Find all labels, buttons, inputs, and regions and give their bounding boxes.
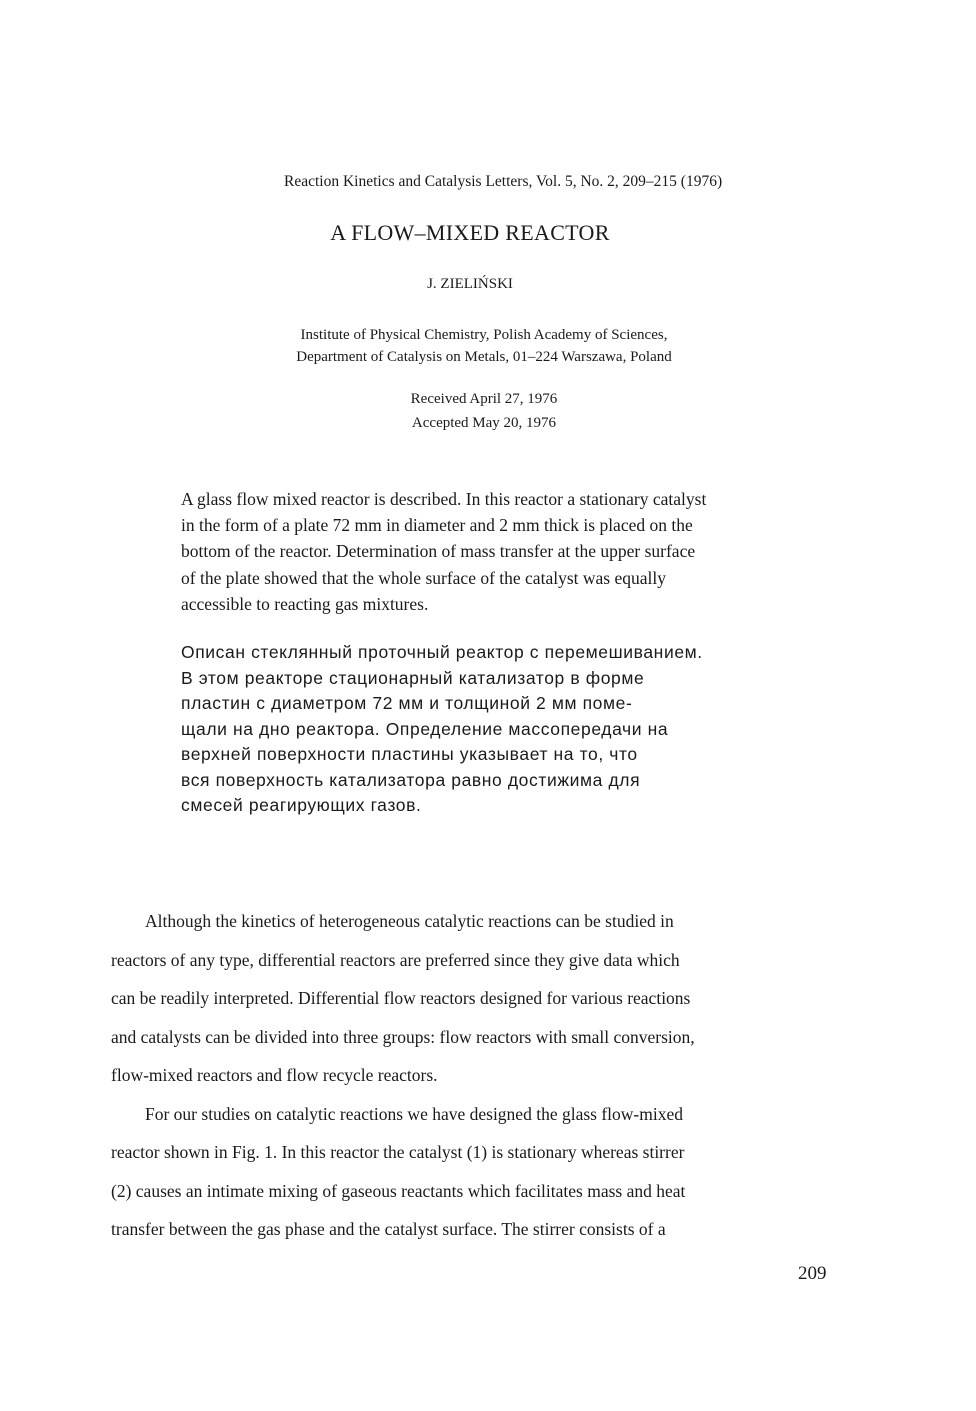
author-name: J. ZIELIŃSKI	[427, 276, 513, 292]
abstract-line: in the form of a plate 72 mm in diameter and 2 mm thick is placed on the	[181, 515, 693, 536]
abstract-line: accessible to reacting gas mixtures.	[181, 593, 429, 614]
body-line: Although the kinetics of heterogeneous catalytic reactions can be studied in	[145, 911, 674, 931]
abstract-line: of the plate showed that the whole surface of the catalyst was equally	[181, 567, 666, 588]
page-number: 209	[798, 1263, 827, 1284]
accepted-date: Accepted May 20, 1976	[411, 415, 557, 431]
body-line: reactors of any type, differential reactors are preferred since they give data which	[111, 949, 680, 970]
abstract-line: bottom of the reactor. Determination of mass transfer at the upper surface	[181, 541, 696, 562]
body-line: can be readily interpreted. Differential flow reactors designed for various reactions	[111, 988, 691, 1008]
body-line: (2) causes an intimate mixing of gaseous reactants which facilitates mass and heat	[111, 1180, 686, 1201]
abstract-line: A glass flow mixed reactor is described. In this reactor a stationary catalyst	[181, 489, 707, 509]
affiliation-line: Institute of Physical Chemistry, Polish Academy of Sciences,	[300, 327, 668, 343]
article-title: A FLOW–MIXED REACTOR	[330, 220, 610, 245]
body-line: transfer between the gas phase and the catalyst surface. The stirrer consists of a	[111, 1219, 666, 1239]
abstract-line: верхней поверхности пластины указывает на то, что	[181, 744, 638, 764]
affiliation-line: Department of Catalysis on Metals, 01–224 Warszawa, Poland	[296, 349, 672, 365]
abstract-line: Описан стеклянный проточный реактор с перемешиванием.	[181, 642, 703, 662]
abstract-line: вся поверхность катализатора равно достижима для	[181, 769, 641, 790]
article-dates	[0, 387, 968, 435]
journal-citation: Reaction Kinetics and Catalysis Letters, Vol. 5, No. 2, 209–215 (1976)	[284, 173, 723, 190]
abstract-line: В этом реакторе стационарный катализатор в форме	[181, 667, 645, 688]
abstract-english	[181, 486, 841, 617]
body-line: reactor shown in Fig. 1. In this reactor the catalyst (1) is stationary whereas stirrer	[111, 1142, 685, 1162]
affiliation	[0, 324, 968, 368]
body-text	[111, 902, 846, 1249]
abstract-line: щали на дно реактора. Определение массопередачи на	[181, 718, 669, 739]
abstract-line: пластин с диаметром 72 мм и толщиной 2 мм поме-	[181, 693, 633, 713]
body-line: For our studies on catalytic reactions we have designed the glass flow-mixed	[145, 1103, 683, 1124]
received-date: Received April 27, 1976	[410, 391, 558, 407]
body-line: flow-mixed reactors and flow recycle reactors.	[111, 1065, 438, 1085]
abstract-line: смесей реагирующих газов.	[181, 795, 422, 815]
body-line: and catalysts can be divided into three groups: flow reactors with small conversion,	[111, 1026, 695, 1047]
abstract-russian	[181, 640, 841, 819]
